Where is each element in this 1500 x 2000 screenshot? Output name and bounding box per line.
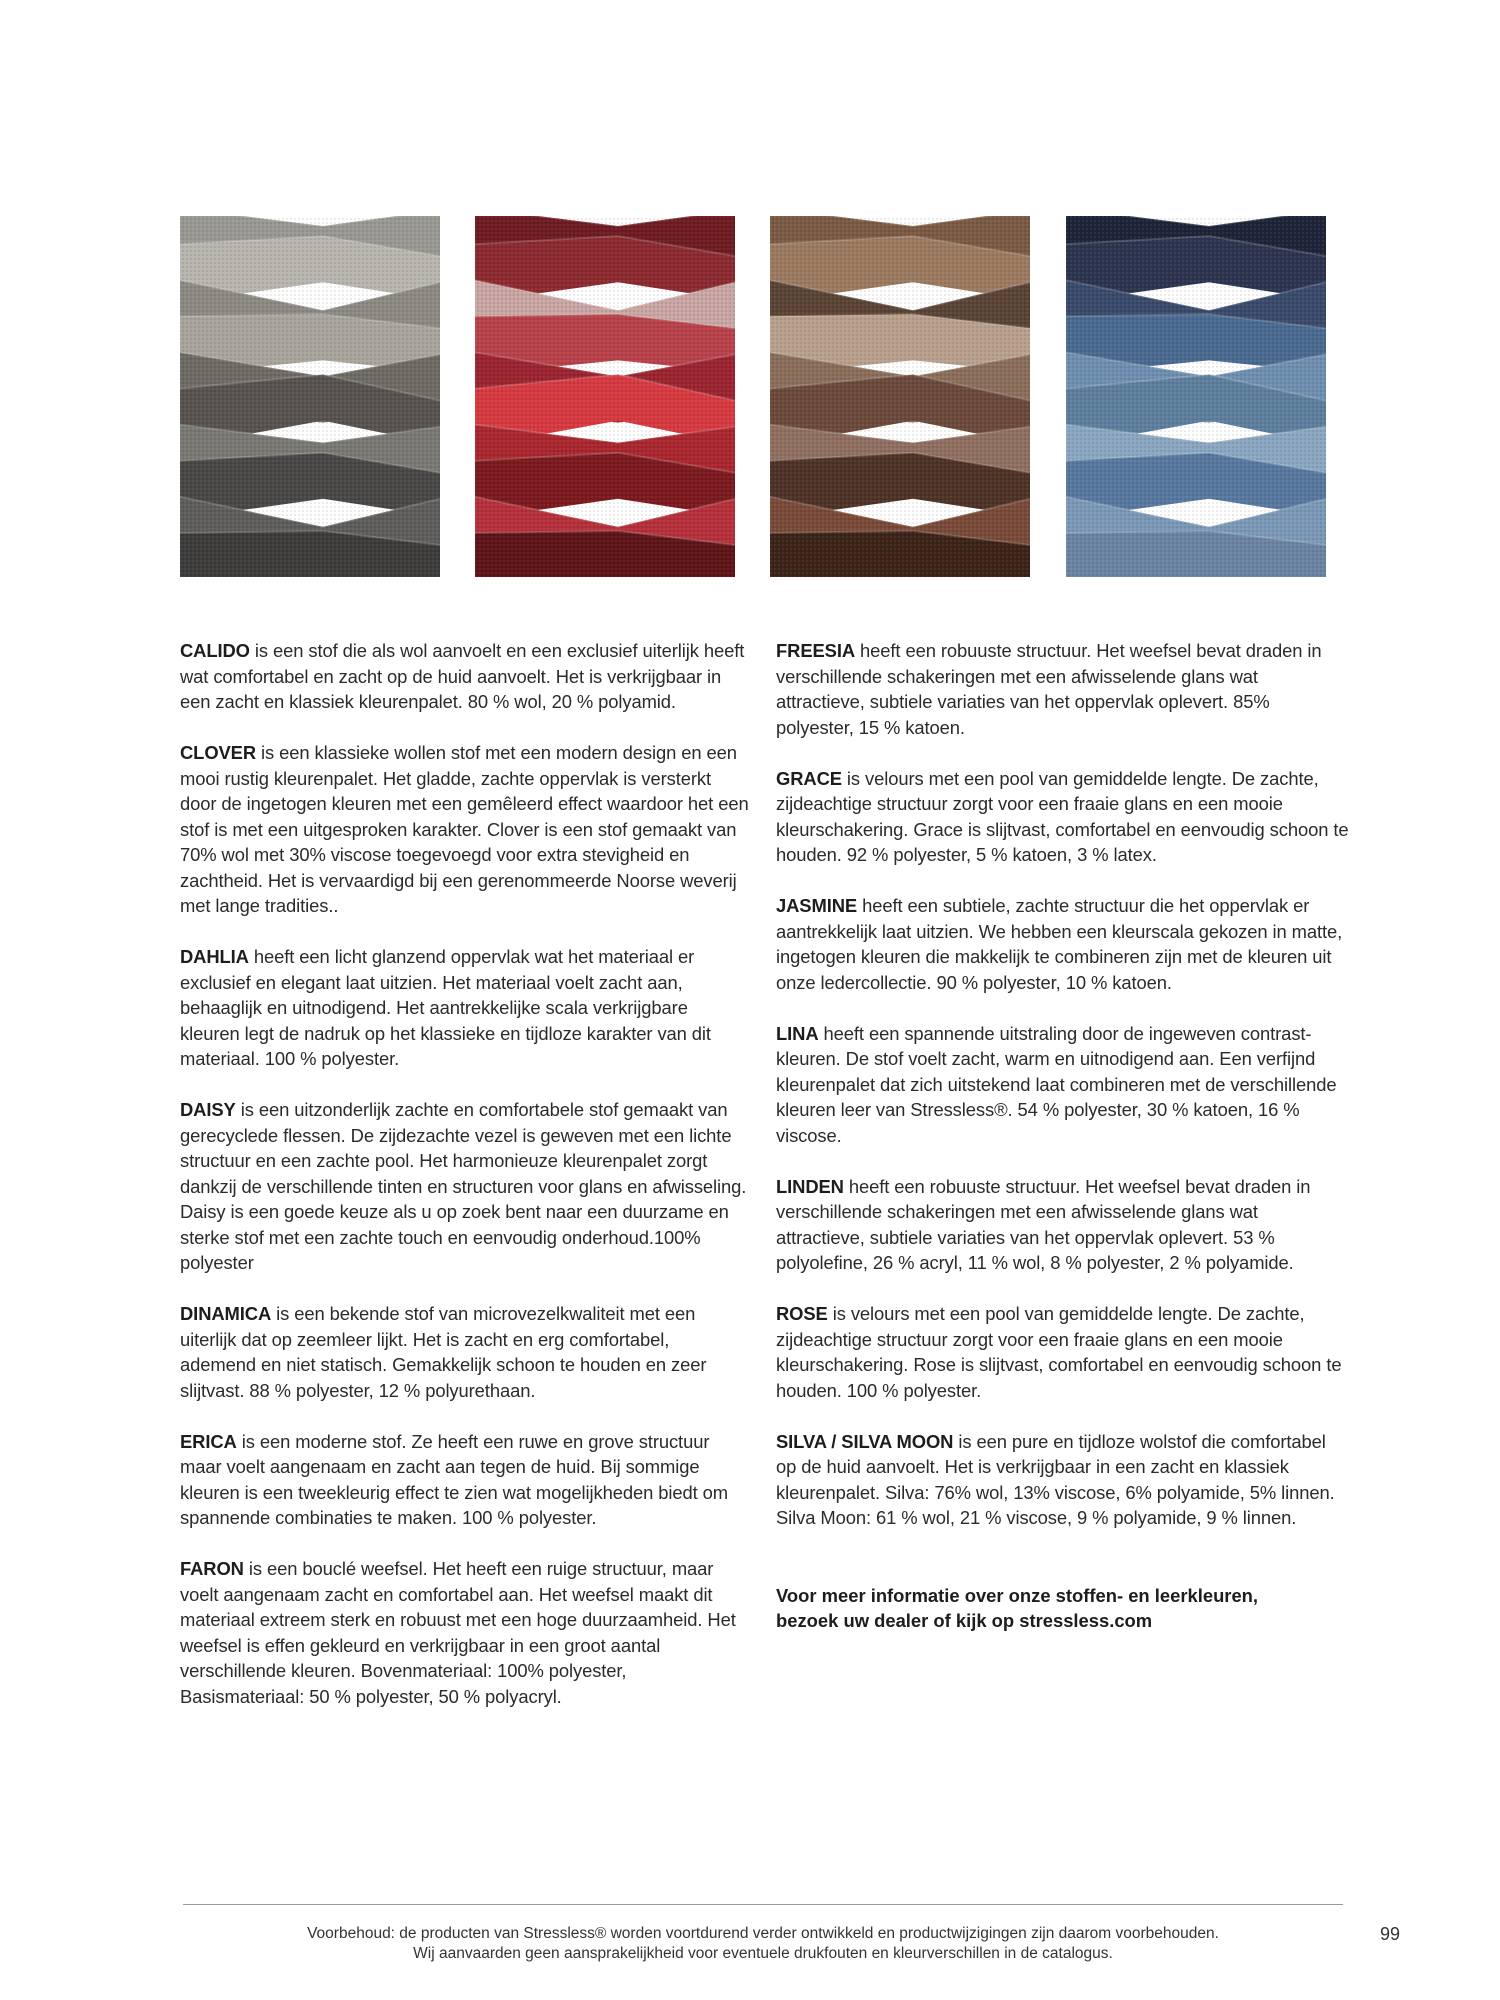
fabric-name: LINA bbox=[776, 1022, 819, 1044]
fabric-description: heeft een subtiele, zachte structuur die het oppervlak er aantrekkelijk laat uitzien. We hebben een kleurscala gekozen in matte, ingetogen kleuren die makkelijk te combineren zijn met de kleuren uit onze ledercollectie. 90 % polyester, 10 % katoen. bbox=[776, 895, 1343, 993]
fabric-swatch-blue bbox=[1066, 216, 1326, 577]
brown-fabric-swatch bbox=[770, 216, 1030, 577]
contact-note: Voor meer informatie over onze stoffen- en leerkleuren, bezoek uw dealer of kijk op stressless.com bbox=[776, 1584, 1259, 1631]
fabric-name: LINDEN bbox=[776, 1175, 844, 1197]
fabric-description: heeft een robuuste structuur. Het weefsel bevat draden in verschillende schakeringen met een afwisselende glans wat attractieve, subtiele variaties van het oppervlak oplevert. 53 % polyolefine, 26 % acryl, 11 % wol, 8 % polyester, 2 % polyamide. bbox=[776, 1175, 1311, 1273]
fabric-swatch-red bbox=[475, 216, 735, 577]
fabric-description: heeft een robuuste structuur. Het weefsel bevat draden in verschillende schakeringen met een afwisselende glans wat attractieve, subtiele variaties van het oppervlak oplevert. 85% polyester, 15 % katoen. bbox=[776, 640, 1322, 738]
right-text-column bbox=[776, 638, 1350, 1634]
fabric-name: DINAMICA bbox=[180, 1303, 272, 1324]
fabric-description: is een bekende stof van microvezelkwaliteit met een uiterlijk dat op zeemleer lijkt. Het is zacht en erg comfortabel, ademend en niet statisch. Gemakkelijk schoon te houden en zeer slijtvast. 88 % polyester, 12 % polyurethaan. bbox=[180, 1303, 707, 1401]
page-number: 99 bbox=[1380, 1924, 1401, 1944]
fabric-description: is een klassieke wollen stof met een modern design en een mooi rustig kleurenpalet. Het gladde, zachte oppervlak is versterkt door de ingetogen kleuren met een gemêleerd effect waardoor het een stof is met een uitgesproken karakter. Clover is een stof gemaakt van 70% wol met 30% viscose toegevoegd voor extra stevigheid en zachtheid. Het is vervaardigd bij een gerenommeerde Noorse weverij met lange tradities.. bbox=[180, 742, 749, 916]
blue-fabric-swatch bbox=[1066, 216, 1326, 577]
fabric-entry bbox=[776, 1301, 1350, 1403]
disclaimer-line-2: Wij aanvaarden geen aansprakelijkheid voor eventuele drukfouten en kleurverschillen in de catalogus. bbox=[413, 1945, 1113, 1962]
fabric-description: is een pure en tijdloze wolstof die comfortabel op de huid aanvoelt. Het is verkrijgbaar in een zacht en klassiek kleurenpalet. Silva: 76% wol, 13% viscose, 6% polyamide, 5% linnen. Silva Moon: 61 % wol, 21 % viscose, 9 % polyamide, 9 % linnen. bbox=[776, 1430, 1335, 1528]
fabric-entry bbox=[180, 1301, 750, 1403]
fabric-entry bbox=[180, 638, 750, 715]
fabric-name: FARON bbox=[180, 1558, 244, 1579]
fabric-name: DAHLIA bbox=[180, 946, 249, 967]
fabric-swatch-brown bbox=[770, 216, 1030, 577]
fabric-entry bbox=[776, 766, 1350, 868]
fabric-description: is een moderne stof. Ze heeft een ruwe en grove structuur maar voelt aangenaam en zacht aan tegen de huid. Bij sommige kleuren is een tweekleurig effect te zien wat mogelijkheden biedt om spannende combinaties te maken. 100 % polyester. bbox=[180, 1430, 728, 1528]
fabric-entry bbox=[180, 1429, 750, 1531]
fabric-description: is een uitzonderlijk zachte en comfortabele stof gemaakt van gerecyclede flessen. De zijdezachte vezel is geweven met een lichte structuur en een zachte pool. Het harmonieuze kleurenpalet zorgt dankzij de verschillende tinten en structuren voor glans en afwisseling. Daisy is een goede keuze als u op zoek bent naar een duurzame en sterke stof met een zachte touch en eenvoudig onderhoud.100% polyester bbox=[180, 1099, 747, 1273]
weave-texture bbox=[1066, 216, 1326, 577]
fabric-swatch-grey bbox=[180, 216, 440, 577]
fabric-entry bbox=[180, 740, 750, 919]
fabric-entry bbox=[776, 1021, 1350, 1149]
fabric-entry bbox=[776, 1174, 1350, 1276]
fabric-name: FREESIA bbox=[776, 640, 856, 661]
fabric-name: JASMINE bbox=[776, 895, 858, 916]
footer-divider bbox=[183, 1904, 1343, 1905]
fabric-description: is velours met een pool van gemiddelde lengte. De zachte, zijdeachtige structuur zorgt voor een fraaie glans en een mooie kleurschakering. Grace is slijtvast, comfortabel en eenvoudig schoon te houden. 92 % polyester, 5 % katoen, 3 % latex. bbox=[776, 767, 1349, 865]
fabric-entry bbox=[180, 1097, 750, 1276]
grey-fabric-swatch bbox=[180, 216, 440, 577]
fabric-description: heeft een spannende uitstraling door de ingeweven contrast-kleuren. De stof voelt zacht, warm en uitnodigend aan. Een verfijnd kleurenpalet dat zich uitstekend laat combineren met de verschillende kleuren leer van Stressless®. 54 % polyester, 30 % katoen, 16 % viscose. bbox=[776, 1022, 1337, 1146]
disclaimer-line-1: Voorbehoud: de producten van Stressless® worden voortdurend verder ontwikkeld en productwijzigingen zijn daarom voorbehouden. bbox=[307, 1925, 1219, 1942]
fabric-description: is een bouclé weefsel. Het heeft een ruige structuur, maar voelt aangenaam zacht en comfortabel aan. Het weefsel maakt dit materiaal extreem sterk en robuust met een hoge duurzaamheid. Het weefsel is effen gekleurd en verkrijgbaar in een groot aantal verschillende kleuren. Bovenmateriaal: 100% polyester, Basismateriaal: 50 % polyester, 50 % polyacryl. bbox=[180, 1558, 736, 1707]
weave-texture bbox=[770, 216, 1030, 577]
fabric-description: heeft een licht glanzend oppervlak wat het materiaal er exclusief en elegant laat uitzien. Het materiaal voelt zacht aan, behaaglijk en uitnodigend. Het aantrekkelijke scala verkrijgbare kleuren legt de nadruk op het klassieke en tijdloze karakter van dit materiaal. 100 % polyester. bbox=[180, 946, 711, 1069]
footer-disclaimer bbox=[183, 1924, 1343, 1964]
weave-texture bbox=[180, 216, 440, 577]
fabric-entry bbox=[776, 893, 1350, 995]
fabric-name: ERICA bbox=[180, 1430, 237, 1452]
fabric-name: CLOVER bbox=[180, 742, 257, 763]
fabric-entry bbox=[180, 1556, 750, 1709]
fabric-entry bbox=[180, 944, 750, 1072]
fabric-entry bbox=[776, 638, 1350, 740]
red-fabric-swatch bbox=[475, 216, 735, 577]
weave-texture bbox=[475, 216, 735, 577]
fabric-entry bbox=[776, 1429, 1350, 1531]
fabric-name: ROSE bbox=[776, 1303, 828, 1324]
fabric-name: SILVA / SILVA MOON bbox=[776, 1430, 954, 1452]
left-text-column bbox=[180, 638, 750, 1735]
fabric-name: DAISY bbox=[180, 1099, 236, 1120]
fabric-description: is velours met een pool van gemiddelde lengte. De zachte, zijdeachtige structuur zorgt voor een fraaie glans en een mooie kleurschakering. Rose is slijtvast, comfortabel en eenvoudig schoon te houden. 100 % polyester. bbox=[776, 1303, 1342, 1401]
fabric-description: is een stof die als wol aanvoelt en een exclusief uiterlijk heeft wat comfortabel en zacht op de huid aanvoelt. Het is verkrijgbaar in een zacht en klassiek kleurenpalet. 80 % wol, 20 % polyamid. bbox=[180, 640, 745, 712]
fabric-name: GRACE bbox=[776, 767, 842, 789]
fabric-name: CALIDO bbox=[180, 640, 250, 661]
